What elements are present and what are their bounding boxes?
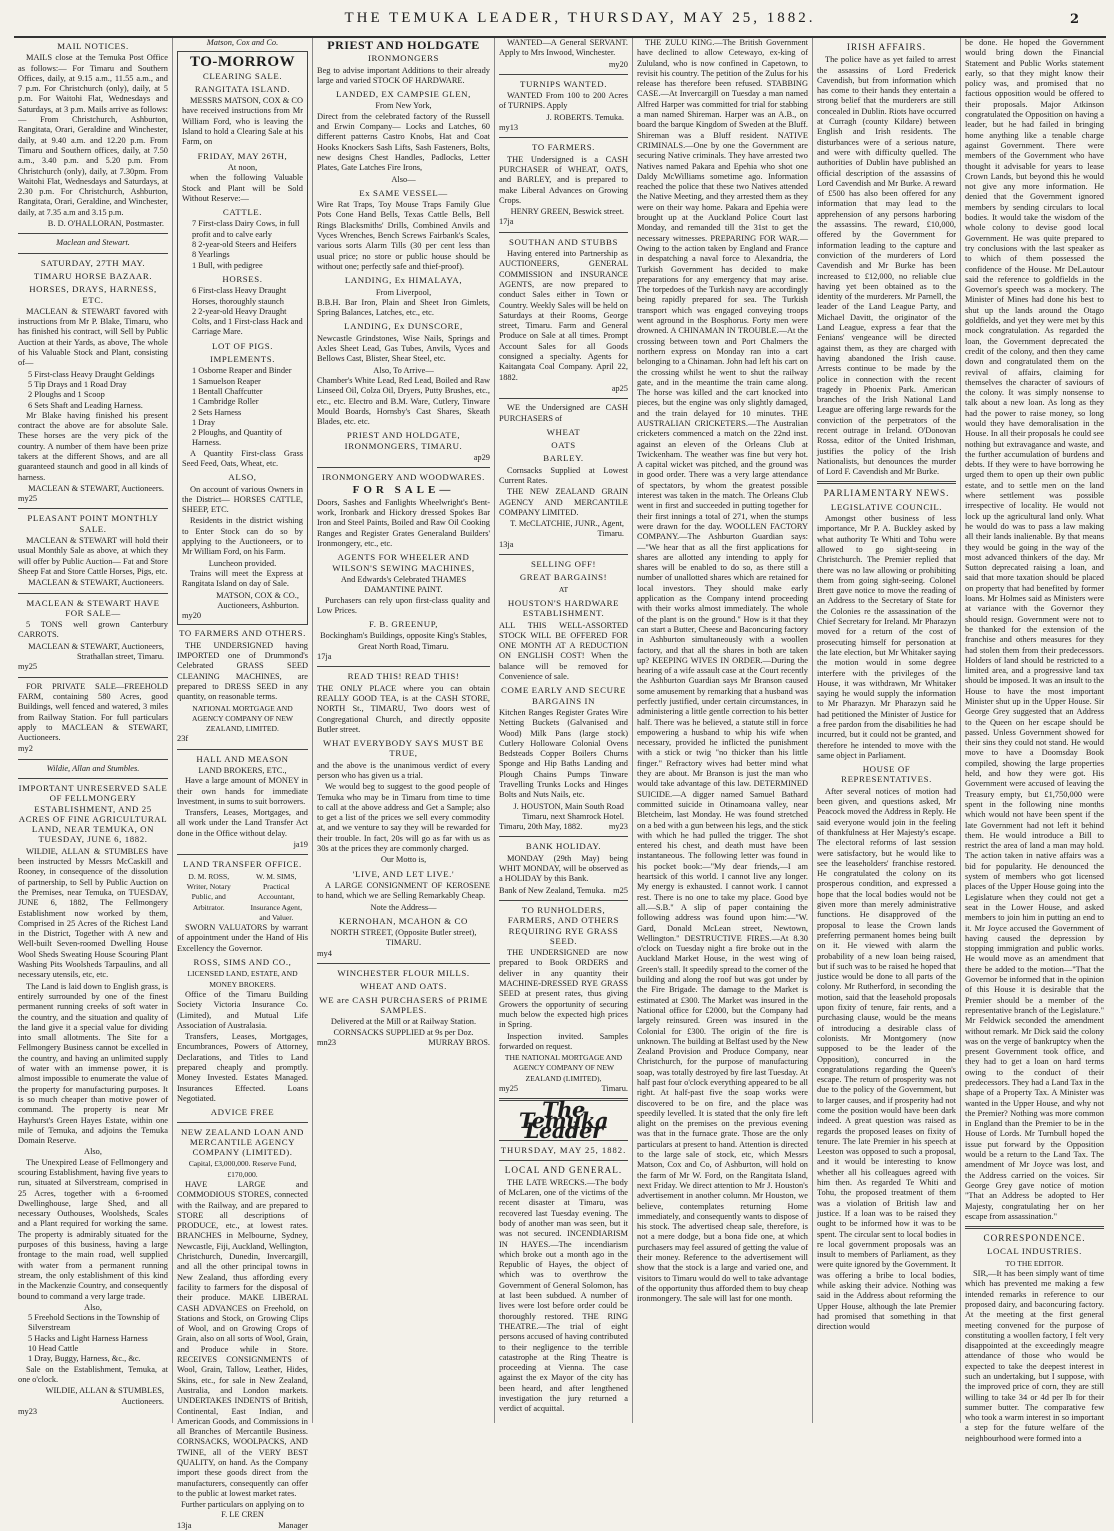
ad-ref: 23f: [177, 734, 189, 744]
cornsacks-note: Cornsacks Supplied at Lowest Current Rates.: [499, 465, 628, 485]
divider: [177, 854, 308, 855]
servant-wanted: WANTED—A General SERVANT. Apply to Mrs Inwood, Winchester.: [499, 38, 628, 58]
divider: [499, 836, 628, 837]
divider: [18, 593, 168, 594]
carrots-heading: MACLEAN & STEWART HAVE FOR SALE—: [26, 597, 160, 618]
tomorrow-ad: [177, 51, 308, 625]
partner-ross: D. M. ROSS, Writer, Notary Public, and Arbitrator.: [186, 871, 231, 912]
hall-meason-body-2: Transfers, Leases, Mortgages, and all work under the Land Transfer Act done in the Office without delay.: [177, 808, 308, 838]
newspaper-nameplate: The Temuka Leader: [518, 1097, 609, 1143]
landed-campsie-glen: LANDED, EX CAMPSIE GLEN,: [336, 89, 471, 100]
pleasant-point-body: MACLEAN & STEWART will hold their usual Monthly Sale as above, at which they will offer by Public Auction— Fat and Store Sheep Fat and Store Cattle Horses, Pigs, etc.: [18, 536, 168, 576]
ph-intro: Beg to advise important Additions to their already large and varied STOCK OF HARDWARE.: [317, 65, 490, 85]
firm-heading: Matson, Cox and Co.: [206, 38, 279, 47]
divider: [18, 253, 168, 254]
cornsacks-note: CORNSACKS SUPPLIED at 9s per Doz.: [333, 1027, 474, 1037]
hall-meason-sub: LAND BROKERS, ETC.,: [198, 766, 287, 775]
divider: [18, 508, 168, 509]
unreserved-sale-body: WILDIE, ALLAN & STUMBLES have been instructed by Messrs McCaskill and Rooney, in consequence of the dissolution of partnership, to Sell by Public Auction on the Premises, near Temuka, on TUESDAY, JUNE 6, 1882, The Fellmongery Establishment now worked by them, Comprised in 25 Acres of the Richest Land in the District, Together with A new and Well-built Seven-roomed Dwelling House Wool Sheds Sweating House Scouring Plant Washing Pits Woolsheds Tarpaulins, and all necessary utensils, etc, etc.: [18, 846, 168, 980]
agents-body: And Edwards's Celebrated THAMES DAMANTINE PAINT.: [340, 574, 467, 595]
local-general-heading: LOCAL AND GENERAL.: [504, 1164, 623, 1175]
issue-date: THURSDAY, MAY 25, 1882.: [500, 1145, 627, 1156]
implements-list: [182, 366, 303, 448]
column-3: [312, 38, 494, 1423]
read-this-heading: READ THIS! READ THIS!: [347, 671, 460, 682]
local-general-body: THE LATE WRECKS.—The body of McLaren, one of the victims of the recent disaster at Timaru, was recovered last Tuesday evening. The body of another man was seen, but it was not secured. INCENDIARISM IN HAYES.—The incendiarism which broke out a month ago in the Republic of Hayes, the object of which was to overthrow the Government of General Solomon, has at last been subdued. A number of lives were lost before order could be thoroughly restored. THE RING THEATRE.—The trial of eight persons accused of having contributed to their negligence to the terrible catastrophe at the Ring Theatre is proceeding at Vienna. The case against the ex Mayor of the city has been heard, and after lengthened investigation the jury returned a verdict of acquittal.: [499, 1177, 628, 1414]
land-transfer-heading: LAND TRANSFER OFFICE.: [183, 859, 302, 870]
running-head: THE TEMUKA LEADER, THURSDAY, MAY 25, 1882.: [344, 10, 816, 26]
list-item: 1 Bull, with pedigree: [192, 260, 263, 270]
kernohan-heading: KERNOHAN, MCAHON & CO: [339, 915, 468, 926]
divider: [317, 963, 490, 964]
legislative-council-body: Amongst other business of less importance, Mr P. A. Buckley asked by what authority Te Whiti and Tohu were allowed to go sight-seeing in Christchurch. The Premier replied that there was no law allowing or prohibiting them from going sight-seeing. Colonel Brett gave notice to move the reading of an Address to the Secretary of State for the Colonies re the assassination of the Chief Secretary for Ireland. Mr Pharazyn moved for a return of the cost of prosecuting himself for personation at the late election, but Mr Whitaker saying the motion would in some degree interfere with the privileges of the House, it was withdrawn, Mr Whitaker saying he would supply the information to Mr Pharazyn. Mr Pharazyn said he had petitioned the Minister of Justice for a free pardon from the disabilities he had incurred, but it could not be granted, and therefore he intended to move with the same object in Parliament.: [817, 514, 956, 760]
bank-holiday-heading: BANK HOLIDAY.: [525, 841, 602, 852]
nzlma-footer: Further particulars on applying on to F. LE CREN: [180, 1500, 305, 1520]
divider: [499, 900, 628, 901]
divider: [965, 1226, 1104, 1229]
also-list: [18, 1313, 168, 1364]
landing-dunscore: LANDING, Ex DUNSCORE,: [344, 321, 463, 332]
land-transfer-partners: [177, 872, 308, 923]
also-heading: ALSO,: [228, 472, 257, 483]
island-heading: RANGITATA ISLAND.: [194, 83, 291, 94]
masthead: [0, 0, 1114, 32]
murray-sign-row: [317, 1038, 490, 1048]
turnips-heading: TURNIPS WANTED.: [519, 78, 608, 89]
turnips-body: WANTED From 100 to 200 Acres of TURNIPS. Apply: [499, 91, 628, 111]
mail-notices-body: MAILS close at the Temuka Post Office as follows:— For Timaru and Southern Offices, daily, at 9.15 a.m., 11.55 a.m., and 7 p.m. For Christchurch (only), daily, at 5 p.m. For Waitohi Flat, Wednesdays and Saturdays, at 3 p.m. Mails arrive as follows:— From Christchurch, Ashburton, Rangitata, Orari, Geraldine and Winchester, daily, at 9.40 a.m. and 12.20 p.m. From Timaru and Southern offices, daily, at 7.50 a.m., 3.40 p.m. and 5.20 p.m. From Christchurch (only), daily, at 7.30pm. From Waitohi Flat, Wednesdays and Saturdays, at 2.30 p.m. For Christchurch, Ashburton, Rangitata, Orari, Geraldine, and Winchester, daily, at 7.35 a.m and 3.15 p.m.: [18, 53, 168, 217]
clearing-sale-heading: CLEARING SALE.: [202, 70, 283, 81]
private-sale-body: FOR PRIVATE SALE—FREEHOLD FARM, containing 580 Acres, good Buildings, well fenced and watered, 3 miles from Railway Station. For full particulars apply to MACLEAN & STEWART, Auctioneers.: [18, 681, 168, 743]
house-continued: be done. He hoped the Government would bring down the Financial Statement and Public Works statement early, so that they might know their policy was, and promised that no factious opposition would be offered to their proposals. Major Atkinson congratulated the Opposition on having a leader, but he had failed in bringing home anything like a tenable charge against Government. There were members of the Government who have thought it advisable for years to lease Crown Lands, but beyond this he would not give any more information. He denied that the Government ignored members by sending circulars to local bodies. It would take the wisdom of the whole colony to devise good local Government. He was quite prepared to try conclusions with the last speaker as to which of them possessed the confidence of the House. Mr DeLautour said the reference to goldfields in the Governor's speech was a mockery. The Minister of Mines had done his best to shut up the lands around the Otago goldfields, and yet they were met by this mock congratulation. As regarded the loan, the Government deprecated the credit of the colony, and then they came down and congratulated them on the revival of affairs, claiming for themselves the character of saviours of the colony. It was simply nonsense to talk about a new loan. As long as they had the power to raise money, so long would they have demoralisation in the House. In all their proposals he could see nothing but extravagance and waste, and the further accumulation of burdens and debts. If they were to have borrowing he urged them to open up their own public estate, and to settle men on the land where settlement was possible irrespective of locality. He would not lock up the agricultural land only. What he would do was to pass a law making all their lands inalienable. By that means they would be going in the way of the most advanced thinkers of the day. Mr Sutton deprecated raising a loan, and said that more taxation should be placed on property that had benefited by former loans. Mr Holmes said as Ministers were at variance with the Governor they should resign. Government were not to be thanked for the extension of the franchise and others measures for they had stolen them from their predecessors. Holders of land should be restricted to a limited area, and a progressive land tax should be imposed. It was an insult to the House to have the most important Minister shut up in the Upper House. Sir George Grey suggested that an Address to the Queen on her escape should be passed. Unless Government showed for their sins they could not stand. He would move to have a Doomsday Book compiled, showing the large properties held, and how they were got. His Government were accused of leaving the Treasury empty, but £1,750,000 were spent in the following nine months which would not have been spent if the late Government had not left it behind them. He would introduce a Bill to restrict the area of land a man may hold. The action taken in native affairs was a bid for popularity. He denounced the system of members who got licensed places of the Upper House going into the Legislature when they could not get a seat in the Lower House, and asked members to join him in putting an end to it. Mr Joyce accused the Government of having caused the depression by stopping immigration and public works. He would move as an amendment that there be added to the motion—"That the Governor be informed that in the opinion of this House it is desirable that the Premier should be a member of the representative branch of the Legislature." Mr Feldwick seconded the amendment without remark. Mr Dick said the colony was on the verge of bankruptcy when the present Government took office, and they had to get a loan on hard terms owing to the conduct of their predecessors. They had a Land Tax in the shape of a Property Tax. A Minister was wanted in the Upper House, and why not the Premier? Nothing was more common in England than the Premier to be in the House of Lords. Mr Turnbull hoped the issue put forward by the Opposition would be a return to the Land Tax. The amendment of Mr Joyce was lost, and the Address carried on the voices. Sir George Grey gave notice of motion "That an Address be adopted to Her Majesty, congratulating her on her escape from assassination.": [965, 38, 1104, 1221]
ironmongers-sub: IRONMONGERS: [367, 53, 440, 64]
tomorrow-date: FRIDAY, MAY 26TH,: [197, 150, 288, 161]
ad-ref: my25: [18, 662, 38, 672]
farmers-body: THE UNDERSIGNED having IMPORTED one of Drummond's Celebrated GRASS SEED CLEANING MACHINES, are prepared to DRESS SEED in any quantity, on reasonable terms.: [177, 640, 308, 702]
ad-ref: my13: [499, 123, 519, 133]
list-item: 7 First-class Dairy Cows, in full profit and to calve early: [192, 219, 300, 239]
divider: [317, 467, 490, 468]
at-word: AT: [558, 584, 569, 594]
divider: [18, 778, 168, 779]
list-item: 2 2-year-old Heavy Draught Colts, and 1 First-class Hack and Carriage Mare.: [192, 306, 303, 337]
farmers-signature: NATIONAL MORTGAGE AND AGENCY COMPANY OF NEW ZEALAND, LIMITED.: [191, 703, 294, 734]
grass-seed: A Quantity First-class Grass Seed Feed, Oats, Wheat, etc.: [182, 448, 303, 468]
bank-sign-row: [499, 886, 628, 896]
bargains-heading: GREAT BARGAINS!: [519, 572, 608, 583]
bazaar-heading: TIMARU HORSE BAZAAR.: [33, 270, 153, 281]
ad-ref: 17ja: [499, 217, 514, 227]
greenup-address: Bockingham's Buildings, opposite King's Stables, Great North Road, Timaru.: [320, 631, 487, 651]
houston-signature: J. HOUSTON, Main South Road Timaru, next Shamrock Hotel.: [513, 801, 624, 821]
list-item: 1 Samuelson Reaper: [192, 376, 261, 386]
divider: [177, 749, 308, 750]
priest-holdgate-heading: PRIEST AND HOLDGATE: [327, 38, 480, 52]
ross-sims-body: Office of the Timaru Building Society Victoria Insurance Co. (Limited), and Mutual Life Association of Australasia.: [177, 989, 308, 1030]
divider: [18, 233, 168, 234]
kernohan-address: NORTH STREET, (Opposite Butler street), TIMARU.: [330, 928, 477, 948]
also-body: The Unexpired Lease of Fellmongery and scouring Establishment, having five years to run, situated at Silverstream, comprised in 25 Acres, together with a 6-roomed Dwellinghouse, large Shed, and all necessary Outhouses, Woolsheds, Scales and a Plant required for working the same. The property is admirably situated for the purposes of this business, having a large frontage to the main road, well supplied with water from a permanent running stream, the only establishment of this kind in the Mackenzie Country, and consequently bound to command a very large trade.: [18, 1157, 168, 1301]
woodwares-body: Doors, Sashes and Fanlights Wheelwright's Bent-work, Ironbark and Hickory dressed Spokes Bar Iron and Steel Paints, Boiled and Raw Oil Cooking Ranges and Register Grates Generaland Builders' Ironmongery, etc., etc.: [317, 497, 490, 549]
firm-heading: Maclean and Stewart.: [56, 238, 130, 248]
grain-agency-signature: T. McCLATCHIE, JUNR., Agent, Timaru.: [510, 519, 624, 539]
correspondence-heading: CORRESPONDENCE.: [983, 1233, 1086, 1244]
list-item: 10 Head Cattle: [28, 1344, 79, 1354]
land-transfer-body: SWORN VALUATORS by warrant of appointment under the Hand of His Excellency the Governor.: [177, 923, 308, 953]
ad-ref: my25: [499, 1084, 519, 1094]
turnips-signature: J. ROBERTS. Temuka.: [546, 112, 624, 122]
house-body: After several notices of motion had been given, and questions asked, Mr Peacock moved the Address in Reply. He said everyone would join in the feeling of thankfulness at Her Majesty's escape. The electoral reforms of last session were satisfactory, but he would like to see the leaseholders' franchise restored. He congratulated the colony on its prosperous condition, and expressed a hope that the local bodies would not be given more than merely administrative functions. He disapproved of the proposal to lease the Crown lands preferring permanent homes being built on it. He viewed with alarm the probability of a new loan being raised, but if such was to be raised he hoped that justice would be done to all parts of the colony. Mr Rutherford, in seconding the motion, said that the leasehold proposals upon fixity of tenure, fair rents, and a purchasing clause, would be the means of introducing a desirable class of colonists. Mr Montgomery (now supposed to be the leader of the Opposition), concurred in the congratulations regarding the Queen's escape. The return of prosperity was not due to the policy of the Government, but to larger causes, and if prosperity had not come the position would have been dark indeed. A great question was raised as regards the proposed leases on fixity of tenure. The late Premier in his speech at Leeston was opposed to such a proposal, and it would be interesting to know whether all his colleagues agreed with him then. As regarded Te Whiti and Tohu, the proposed treatment of them was a violation of British law and justice. If a loan was to be raised they ought to be informed how it was to be spent. The circular sent to local bodies in re local government proposals was an insult to members of Parliament, as they were quite ignored by the Government. It was offering a bribe to local bodies, while asking their advice. Nothing was said in the Address about reforming the Upper House, although the late Premier had promised that something in that direction would: [817, 786, 956, 1332]
mail-notices-signature: B. D. O'HALLORAN, Postmaster.: [47, 219, 164, 229]
sale-date-heading: SATURDAY, 27TH MAY.: [40, 257, 146, 268]
motto-heading: Our Motto is,: [380, 855, 427, 865]
also-heading: Also—: [391, 174, 416, 184]
cattle-heading: CATTLE.: [222, 207, 263, 218]
ad-ref: my20: [182, 611, 202, 621]
for-sale-heading: FOR SALE—: [352, 483, 455, 496]
oats-heading: OATS: [551, 440, 576, 451]
ad-ref: my23: [608, 822, 628, 832]
list-item: 5 First-class Heavy Draught Geldings: [28, 369, 155, 379]
buyers-body: WE the Undersigned are CASH PURCHASERS of: [499, 403, 628, 423]
unreserved-sale-body-2: The Land is laid down to English grass, is entirely surrounded by one of the finest permanent running creeks of soft water in the country, and the situation and quality of the land give it a special value for dividing into small allotments. The Site for a Fellmongery Business cannot be excelled in the country, and having an unlimited supply of water with an immense power, it is almost impossible to enumerate the value of the property for manufacturing purposes. It is so much cheaper than motive power of command. The property is near Mr Hayhurst's Green Hayes Estate, within one mile of Temuka, and adjoins the Temuka Domain Reserve.: [18, 981, 168, 1146]
to-the-editor: TO THE EDITOR.: [1005, 1258, 1064, 1268]
southan-stubbs-body: Having entered into Partnership as AUCTIONEERS, GENERAL COMMISSION and INSURANCE AGENTS, are now prepared to conduct Sales either in Town or Country. Weekly Sales will be held on Saturdays at their Rooms, George street, Timaru. Farm and General Produce on Sale at all times. Prompt Account Sales for all Goods consigned a specialty. Agents for Kaitangata Coal Company. April 22, 1882.: [499, 249, 628, 382]
farmers-heading: TO FARMERS AND OTHERS.: [179, 628, 306, 639]
divider: [317, 666, 490, 667]
ad-ref: my20: [608, 59, 628, 69]
column-5: [632, 38, 812, 1423]
column-2: [172, 38, 312, 1530]
list-item: 5 Freehold Sections in the Township of Silverstream: [28, 1313, 160, 1333]
letter-body: SIR,—It has been simply want of time which has prevented me making a few intended remarks in reference to our proposed dairy, and baconcuring factory. At the meeting at the first general meeting convened for the purpose of constituting a woollen factory, I felt very disappointed at the exceedingly meagre attendance of those who would be expected to take the deepest interest in such an undertaking, but I suppose, with the improved price of corn, they are still willing to take 34 or 4d per lb for their summer butter. The comparative few who took a warm interest in so important a step for the future welfare of the neighbourhood were formed into a: [965, 1269, 1104, 1443]
list-item: 6 First-class Heavy Draught Horses, thoroughly staunch: [192, 286, 287, 306]
list-item: 1 Dray: [192, 417, 216, 427]
landing-himalaya-body: B.B.H. Bar Iron, Plain and Sheet Iron Gimlets, Spring Balances, Latches, etc., etc.: [317, 297, 490, 318]
ross-sims-sub: LICENSED LAND, ESTATE, AND MONEY BROKERS.: [187, 969, 298, 989]
ad-ref: my2: [18, 744, 33, 754]
ad-ref: ap25: [611, 383, 628, 393]
horses-heading: HORSES.: [222, 273, 263, 284]
also-heading: Also,: [84, 1302, 102, 1312]
to-farmers-heading: TO FARMERS.: [532, 142, 595, 153]
carrots-body: 5 TONS well grown Canterbury CARROTS.: [18, 620, 168, 640]
list-item: 6 Sets Shaft and Leading Harness.: [28, 400, 143, 410]
horses-heading: HORSES, DRAYS, HARNESS, ETC.: [29, 284, 157, 305]
divider: [499, 1160, 628, 1161]
tomorrow-heading: TO-MORROW: [189, 54, 296, 71]
to-farmers-signature: HENRY GREEN, Beswick street.: [510, 207, 624, 217]
house-heading: HOUSE OF REPRESENTATIVES.: [841, 764, 932, 785]
landing-himalaya-sub: From Liverpool,: [375, 287, 432, 297]
pigs-heading: LOT OF PIGS.: [211, 340, 274, 351]
agents-heading: AGENTS FOR WHEELER AND WILSON'S SEWING MACHINES,: [332, 552, 475, 573]
tomorrow-time: At noon,: [227, 162, 258, 172]
nzlma-heading: NEW ZEALAND LOAN AND MERCANTILE AGENCY COMPANY (LIMITED).: [180, 1126, 304, 1158]
kerosene-body: A LARGE CONSIGNMENT OF KEROSENE to hand, which we are Selling Remarkably Cheap.: [317, 880, 490, 901]
also-note: Sale on the Establishment, Temuka, at one o'clock.: [18, 1364, 168, 1384]
column-7: [960, 38, 1108, 1443]
rye-grass-note: Inspection invited. Samples forwarded on request.: [499, 1031, 628, 1051]
wheat-heading: WHEAT: [546, 426, 581, 437]
nzlma-body: HAVE LARGE and COMMODIOUS STORES, connected with the Railway, and are prepared to STORE all descriptions of PRODUCE, etc., at lowest rates. BRANCHES in Melbourne, Sydney, Newcastle, Fiji, Auckland, Wellington, Christchurch, Dunedin, Invercargill, and all the other principal towns in New Zealand, thus affording every facility to farmers for the disposal of their produce. MAKE LIBERAL CASH ADVANCES on Freehold, on Stations and Stock, on Growing Clips of Wool, and on Growing Crops of Grain, also on all sorts of Wool, Grain, and Produce while in Store. RECEIVES CONSIGNMENTS of Wool, Grain, Tallow, Leather, Hides, Skins, etc., for sale in New Zealand, Australia, and London markets. UNDERTAKES INDENTS of British, Continental, East Indian, and American Goods, and Commissions in all Branches of Mercantile Business. CORNSACKS, WOOLPACKS, AND TWINE, all of the VERY BEST QUALITY, on hand. As the Company import these goods direct from the manufacturers, consequently can offer to the public at lowest market rates.: [177, 1179, 308, 1498]
landed-campsie-sub: From New York,: [375, 101, 432, 111]
matson-signature: MATSON, COX & CO., Auctioneers, Ashburton.: [216, 590, 299, 610]
ad-ref: 17ja: [317, 652, 332, 662]
rye-sign-row: [499, 1084, 628, 1094]
list-item: 2 Sets Harness: [192, 407, 242, 417]
everybody-body: and the above is the unanimous verdict of every person who has given us a trial.: [317, 760, 490, 780]
ad-ref: my4: [317, 948, 332, 958]
implements-heading: IMPLEMENTS.: [209, 354, 275, 365]
read-this-body: THE ONLY PLACE where you can obtain REALLY GOOD TEA, is at the CASH STORE, NORTH St., TIMARU, Two doors west of Congregational Church, and directly opposite Butler street.: [317, 683, 490, 734]
ad-ref: ap29: [473, 452, 490, 462]
carrots-signature: MACLEAN & STEWART, Auctioneers, Strathallan street, Timaru.: [28, 641, 164, 662]
bank-signature: Bank of New Zealand, Temuka.: [499, 885, 606, 895]
secure-heading: COME EARLY AND SECURE BARGAINS IN: [500, 685, 627, 706]
list-item: 1 Cambridge Roller: [192, 397, 259, 407]
column-1: [14, 38, 172, 1423]
divider: [18, 677, 168, 678]
cattle-list: [182, 219, 303, 270]
nzlma-manager: Manager: [278, 1520, 308, 1530]
divider: [499, 74, 628, 75]
note-address: Note the Address—: [370, 902, 437, 912]
selling-off-heading: SELLING OFF!: [530, 559, 597, 570]
agents-note: Purchasers can rely upon first-class quality and Low Prices.: [317, 595, 490, 615]
ad-ref: mn23: [317, 1037, 337, 1047]
list-item: 5 Hacks and Light Harness Harness: [28, 1333, 148, 1343]
legislative-council-heading: LEGISLATIVE COUNCIL.: [830, 501, 943, 512]
landing-himalaya: LANDING, Ex HIMALAYA,: [344, 275, 463, 286]
trains-note: Trains will meet the Express at Rangitata Island on day of Sale.: [182, 568, 303, 589]
also-body: On account of various Owners in the District— HORSES CATTLE, SHEEP, ETC.: [182, 484, 303, 515]
items-list: Kitchen Ranges Register Grates Wire Netting Buckets (Galvanised and Wood) Milk Pans (large stock) Cutlery Holloware Colonial Ovens Bedsteads Copper Boilers Churns Sponge and Hip Baths Landing and Plough Chains Pumps Tinware Travelling Trunks Locks and Hinges Bolts and Nuts Nails, etc.: [499, 707, 628, 800]
nzlma-sign-row: [177, 1521, 308, 1531]
list-item: 8 Yearlings: [192, 250, 230, 260]
nzlma-capital: Capital, £3,000,000. Reserve Fund, £170,000.: [188, 1159, 297, 1179]
rye-grass-heading: TO RUNHOLDERS, FARMERS, AND OTHERS REQUIRING RYE GRASS SEED.: [507, 904, 620, 946]
landing-dunscore-body: Newcastle Grindstones, Wise Nails, Springs and Axles Sheet Lead, Gas Tubes, Anvils, Vyces and Bellows Cast, Blister, Shear Steel, etc.: [317, 333, 490, 364]
horses-note: Mr Blake having finished his present contract the above are for absolute Sale. These horses are the very pick of the country. A number of them have been prize takers at the different Shows, and are all guaranteed staunch and good in all kinds of harness.: [18, 410, 168, 482]
horses-list: [182, 286, 303, 337]
ad-ref: my23: [18, 1406, 38, 1416]
ph-signature: PRIEST AND HOLDGATE, IRONMONGERS, TIMARU.: [344, 430, 463, 451]
ad-ref: 13ja: [499, 539, 514, 549]
divider: [499, 554, 628, 555]
ad-ref: m25: [613, 885, 628, 895]
divider: [499, 137, 628, 138]
stock-body: ALL THIS WELL-ASSORTED STOCK WILL BE OFFERED FOR ONE MONTH AT A REDUCTION ON ENGLISH COST! When the balance will be removed for Convenience of sale.: [499, 620, 628, 682]
list-item: 5 Tip Drays and 1 Road Dray: [28, 379, 127, 389]
greenup-name: F. B. GREENUP,: [368, 619, 439, 630]
flour-mills-heading: WINCHESTER FLOUR MILLS.: [337, 968, 470, 979]
murray-bros: MURRAY BROS.: [428, 1037, 490, 1047]
partner-sims: W. M. SIMS, Practical Accountant, Insurance Agent, and Valuer.: [250, 871, 302, 922]
list-item: 1 Dray, Buggy, Harness, &c., &c.: [28, 1354, 141, 1364]
column-6: [812, 38, 960, 1423]
also-heading: Also,: [84, 1147, 102, 1157]
news-paragraphs: THE ZULU KING.—The British Government have declined to allow Cetewayo, ex-king of Zululand, who is now confined in Capetown, to revisit his country. The petition of the Zulus for his release has therefore been refused. STABBING CASE.—At Invercargill on Tuesday a man named Alfred Harper was committed for trial for stabbing a man named Shireman. Harper was an A.B., on board the barque Kingdom of Sweden at the Bluff. Shireman was a Bluff resident. NATIVE CRIMINALS.—One by one the Government are securing Native criminals. They have arrested two Natives named Pakara and Epehia who shot one Daldy McWilliams sometime ago. Information reached the police that these two Natives attended the Native Meeting, and they arrested them as they were on their way home. Pakara and Epehia were brought up at the Auckland Police Court last Monday, and remanded till the 31st to get the necessary witnesses. PREPARING FOR WAR.—Owing to the action taken by England and France in despatching a naval force to Alexandria, the Turkish Government has decided to make preparations for any emergency that may arise. The torpedoes of the Turkish navy are accordingly being rapidly prepared for sea. The Turkish transport which was engaged conveying troops went aground in the Bosphorus. Forty men were drowned. A CHINAMAN IN TROUBLE.—At the crossing between town and Port Chalmers the northern express on Monday ran into a cart belonging to a Chinaman. John had left his cart on the crossing whilst he went to shut the railway gate, and in the meantime the train came along. The horse was killed and the cart knocked into pieces, but the engine was only slightly damaged, and the train delayed for 10 minutes. THE AUSTRALIAN CRICKETERS.—The Australian cricketers commenced a match on the 22nd inst. against an eleven of the Orleans Club at Twickenham. The weather was fine but very hot. A capital wicket was pitched, and the ground was in good order. There was a very large attendance of spectators, by whom the greatest possible interest was taken in the match. The Orleans Club went in first and succeeded in putting together for their first innings a total of 271, when the stumps were drawn for the day. WOOLLEN FACTORY COMPANY.—The Ashburton Guardian says:—"We hear that as all the first applications for shares are allotted any intending to apply for shares will be enabled to do so, as there still a number of unallotted shares which are retained for local investors. They should make early application as the Company intend proceeding with their works almost immediately. The whole of the plant is on the ground." How is it that they can start a Butter, Cheese and Baconcuring factory in Ashburton simultaneously with a woollen factory, and that all the shares in both are taken up? KEEPING WIVES IN ORDER.—During the hearing of a wife assault case at the Court recently the Ashburton Guardian says Mr Branson caused some amusement by remarking that a husband was perfectly justified, under certain circumstances, in administering a little gentle correction to his better half. There was he believed, a statute still in force empowering a husband to whip his wife when necessary, provided he inflicted the punishment with a stick or twig "no thicker than his little finger." Refractory wives had better mind what they are about. Mr Branson is just the man who would take advantage of this law. DETERMINED SUICIDE.—A digger named Samuel Bathard committed suicide in Otinamoana valley, near Bletcheim, last Monday. He was found stretched on a bed with a gun between his legs, and the stick with which he had pulled the trigger. The shot entered his chest, and death must have been instantaneous. The following letter was found in his pocket book:—"My dear friends,—I am heartsick of this world. I cannot live any longer. My energy is exhausted. I cannot work. I cannot rest. There is no one to take my place. Good bye all.—S.B." A slip of paper containing the following address was found upon him:—"W. Gard, Donald McLean street, Newtown, Wellington." DESTRUCTIVE FIRES.—At 8.30 o'clock on Tuesday night a fire broke out in the Auckland Market House, in the west wing of Green's stall. It speedily spread to the corner of the building and along the roof but was got under by the Fire Brigade. The damage to the Market is estimated at £300. The Market was insured in the National office for £2000, but the Company had largely reinsured. Green was insured in the Colonial for £300. The origin of the fire is unknown. The building at Belfast used by the New Zealand Provision and Produce Company, near Christchurch, for the purpose of manufacturing soap, was totally destroyed by fire last Tuesday. At half past four o'clock everything appeared to be all right. At half-past five the soap works were discovered to be on fire, and the place was speedily levelled. It is stated that the only fire left alight on the premises on the previous evening was that in the furnace grate. Those are the only particulars at present to hand. Attention is directed to the large sale of stock, etc, which Messrs Matson, Cox and Co, of Ashburton, will hold on the farm of Mr W. Ford, on the Rangitata Island, next Friday. We direct attention to Mr J. Houston's advertisement in another column. Mr Houston, we believe, contemplates returning Home immediately, and consequently wants to dispose of his stock. The advertised cheap sale, therefore, is not a mere dodge, but a bona fide one, at which purchasers may feel assured of getting the value of their money. Reference to the advertisement will show that the stock is a large and varied one, and visitors to Timaru would do well to take advantage of the opportunity thus afforded them to buy cheap ironmongery. The sale will last for one month.: [637, 38, 808, 1304]
list-item: 1 Osborne Reaper and Binder: [192, 366, 292, 376]
mail-notices-heading: MAIL NOTICES.: [57, 41, 129, 51]
page-number: 2: [1070, 12, 1080, 27]
ms-signature: MACLEAN & STEWART, Auctioneers.: [28, 483, 164, 493]
motto: 'LIVE, AND LET LIVE.': [352, 868, 455, 879]
delivered-note: Delivered at the Mill or at Railway Station.: [330, 1017, 477, 1027]
horses-list: [18, 370, 168, 411]
bank-holiday-body: MONDAY (29th May) being WHIT MONDAY, will be observed as a HOLIDAY by this Bank.: [499, 853, 628, 884]
to-arrive-heading: Also, To Arrive—: [373, 365, 434, 375]
rye-grass-signature: THE NATIONAL MORTGAGE AND AGENCY COMPANY OF NEW ZEALAND (LIMITED),: [504, 1053, 623, 1083]
residents-note: Residents in the district wishing to Enter Stock can do so by applying to the Auctioneers, or to Mr William Ford, on his Farm.: [182, 516, 303, 557]
suggest-body: We would beg to suggest to the good people of Temuka who may be in Timaru from time to time to call at the above address and Get a Sample; also to get a list of the prices we sell every commodity at, and we venture to say they will be rewarded for their trouble. In fact, 20s will go as far with us as 30s at the prices they are commonly charged.: [317, 782, 490, 854]
houston-date: Timaru, 20th May, 1882.: [499, 822, 583, 832]
list-item: 2 Ploughs, and Quantity of Harness.: [192, 428, 283, 448]
divider: [817, 481, 956, 484]
pleasant-point-signature: MACLEAN & STEWART, Auctioneers.: [28, 578, 164, 588]
everybody-heading: WHAT EVERYBODY SAYS MUST BE TRUE,: [323, 738, 484, 759]
column-4: [494, 38, 632, 1423]
ad-ref: ja19: [293, 840, 308, 850]
rye-grass-body: THE UNDERSIGNED are now prepared to Book ORDERS and deliver in any quantity their MACHINE-DRESSED RYE GRASS SEED at present rates, thus giving Growers the opportunity of securing much below the expected high prices in Spring.: [499, 948, 628, 1030]
list-item: 1 Bentall Chaffcutter: [192, 386, 263, 396]
unreserved-sale-heading: IMPORTANT UNRESERVED SALE OF FELLMONGERY ESTABLISHMENT, AND 25 ACRES OF FINE AGRICULTURAL LAND, NEAR TEMUKA, ON TUESDAY, JUNE 6, 1882.: [18, 783, 168, 845]
ross-sims-heading: ROSS, SIMS AND CO.,: [193, 957, 292, 968]
ad-ref: 13ja: [177, 1520, 192, 1530]
luncheon-note: Luncheon provided.: [208, 558, 277, 568]
woodwares-heading: IRONMONGERY AND WOODWARES.: [322, 472, 485, 483]
divider: [177, 1122, 308, 1123]
same-vessel-body: Wire Rat Traps, Toy Mouse Traps Family Glue Pots Cone Hand Bells, Texas Cattle Bells, Bell Rings Blacksmiths' Drills, Combined Anvils and Vyces Wrenches, Bench Screws Fairbank's Scales, various sorts Alarm Tills (30 per cent less than usual price; no store or public house should be without one; perfectly safe and thief-proof).: [317, 200, 490, 271]
tomorrow-body-2: when the following Valuable Stock and Plant will be Sold Without Reserve:—: [182, 173, 303, 203]
southan-stubbs-heading: SOUTHAN AND STUBBS: [508, 236, 619, 247]
irish-affairs-body: The police have as yet failed to arrest the assassins of Lord Frederick Cavendish, but from information which has come to their hands they entertain a strong belief that the murderers are still concealed in Dublin. Riots have occurred at Curragh (county Kildare) between English and Irish residents. The disturbances were of a serious nature, and were with difficulty quelled. The authorities of Dublin have published an official description of the assassins of Lord Cavendish and Mr Burke. A reward of £500 has also been offered for any information that may lead to the apprehension of any persons harboring the assassins. The reward, £10,000, offered by the Government for information leading to the capture and conviction of the murderers of Lord Cavendish and Mr Burke has been increased to £12,000, no reliable clue having yet been obtained as to the identity of the murderers. Mr Parnell, the leader of the Land League Party, and Michael Davitt, the originator of the Land League, express a fear that the Fenians' vengeance will be directed against them, as they are charged with having abandoned the Irish cause. Arrests continue to be made by the police in connection with the recent tragedy in Phoenix Park. American branches of the Irish National Land League are offering large rewards for the conviction of the perpetrators of the recent outrage in Ireland. O'Donovan Rossa, editor of the United Irishman, justifies the policy of the Irish Nationalists, but denounces the murder of Lord F. Cavendish and Mr Burke.: [817, 55, 956, 477]
to-arrive-body: Chamber's White Lead, Red Lead, Boiled and Raw Linseed Oil, Colza Oil, Dryers, Putty Brushes, etc., etc., etc. Electro and B.M. Ware, Cutlery, Tinware Mould Boards, Hornsby's Cast Shares, Skeath Blades, etc. etc.: [317, 375, 490, 427]
landed-campsie-body: Direct from the celebrated factory of the Russell and Erwin Company— Locks and Latches, 60 different patterns Castro Knobs, Hat and Coat Hooks Knockers Sash Lifts, Sash Fasteners, Bolts, new designs Chest Handles, Padlocks, Letter Plates, Gate Latches Fire Irons,: [317, 111, 490, 173]
houston-heading: HOUSTON'S HARDWARE ESTABLISHMENT.: [507, 597, 620, 619]
was-signature: WILDIE, ALLAN & STUMBLES, Auctioneers.: [45, 1386, 164, 1406]
horses-body: MACLEAN & STEWART favored with instructions from Mr P. Blake, Timaru, who has finished his contract, will Sell by Public Auction at their Yards, as above, The whole of his Valuable Stock and Plant, consisting of—: [18, 306, 168, 368]
cash-purchasers: WE are CASH PURCHASERS of PRIME SAMPLES.: [319, 994, 488, 1015]
advice-free: ADVICE FREE: [210, 1107, 275, 1118]
ross-sims-list: Transfers, Leases, Mortgages, Encumbrances, Powers of Attorney, Declarations, and Titles to Land prepared cheaply and promptly. Money Invested. Estates Managed. Insurances Effected. Loans Negotiated.: [177, 1032, 308, 1103]
divider: [499, 398, 628, 399]
local-industries-heading: LOCAL INDUSTRIES.: [987, 1246, 1082, 1257]
grain-agency: THE NEW ZEALAND GRAIN AGENCY AND MERCANTILE COMPANY LIMITED.: [499, 487, 628, 517]
houston-date-row: [499, 822, 628, 832]
hall-meason-body: Have a large amount of MONEY in their own hands for immediate Investment, in sums to suit borrowers.: [177, 776, 308, 806]
divider: [18, 759, 168, 760]
wheat-oats-heading: WHEAT AND OATS.: [360, 981, 447, 992]
irish-affairs-heading: IRISH AFFAIRS.: [846, 42, 927, 52]
same-vessel-heading: Ex SAME VESSEL—: [359, 187, 448, 198]
firm-heading: Wildie, Allan and Stumbles.: [46, 763, 140, 773]
divider: [499, 232, 628, 233]
ad-ref: my25: [18, 494, 38, 504]
list-item: 2 Ploughs and 1 Scoop: [28, 390, 105, 400]
hall-meason-heading: HALL AND MEASON: [196, 753, 289, 764]
pleasant-point-heading: PLEASANT POINT MONTHLY SALE.: [27, 513, 159, 534]
barley-heading: BARLEY.: [543, 453, 584, 464]
to-farmers-body: THE Undersigned is a CASH PURCHASER of WHEAT, OATS, and BARLEY, and is prepared to make Liberal Advances on Growing Crops.: [499, 154, 628, 205]
tomorrow-body: MESSRS MATSON, COX & CO have received instructions from Mr William Ford, who is leaving the Island to hold a Clearing Sale at his Farm, on: [182, 96, 303, 147]
rye-town: Timaru.: [601, 1084, 628, 1094]
list-item: 8 2-year-old Steers and Heifers: [192, 240, 297, 250]
parliamentary-news-heading: PARLIAMENTARY NEWS.: [823, 488, 950, 499]
